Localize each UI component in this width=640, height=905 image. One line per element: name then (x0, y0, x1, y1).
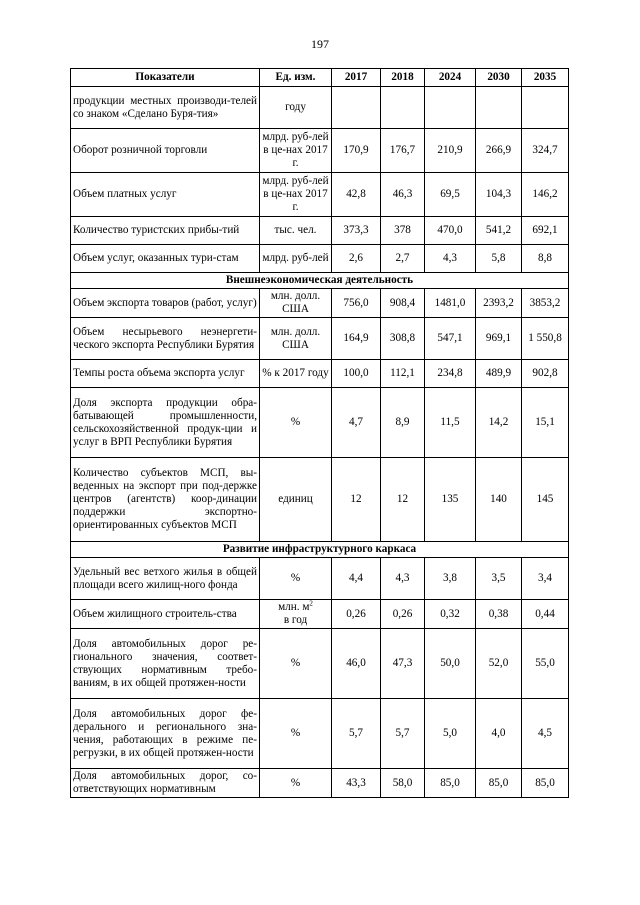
indicator-cell: Объем жилищного строитель-ства (71, 600, 260, 629)
table-row (71, 245, 569, 273)
value-cell-2017: 164,9 (332, 318, 381, 360)
header-year-2017: 2017 (332, 69, 381, 87)
unit-cell (260, 87, 332, 129)
value-cell-2030: 14,2 (476, 388, 522, 458)
table-row (71, 360, 569, 388)
indicator-cell: Доля автомобильных дорог, со-ответствующих нормативным (71, 769, 260, 798)
value-cell-2024: 5,0 (425, 699, 476, 769)
value-cell-2018: 0,26 (381, 600, 425, 629)
indicator-cell: Объем услуг, оказанных тури-стам (71, 245, 260, 273)
value-cell-2024: 135 (425, 458, 476, 542)
unit-text: % (290, 416, 301, 428)
value-cell-2035: 145 (522, 458, 569, 542)
unit-text: году (285, 101, 306, 113)
header-year-2018: 2018 (381, 69, 425, 87)
unit-cell (260, 629, 332, 699)
value-cell-2035 (522, 87, 569, 129)
value-cell-2035: 902,8 (522, 360, 569, 388)
indicator-cell: Объем несырьевого неэнергети-ческого экспорта Республики Бурятия (71, 318, 260, 360)
unit-cell (260, 699, 332, 769)
value-cell-2030: 2393,2 (476, 289, 522, 318)
unit-text: единиц (278, 493, 313, 505)
value-cell-2017: 4,7 (332, 388, 381, 458)
indicators-table (70, 68, 569, 798)
value-cell-2030: 0,38 (476, 600, 522, 629)
unit-text: % (290, 727, 301, 739)
indicator-cell: продукции местных производи-телей со знаком «Сделано Буря-тия» (71, 87, 260, 129)
value-cell-2030: 85,0 (476, 769, 522, 798)
value-cell-2024: 69,5 (425, 173, 476, 217)
header-indicator: Показатели (71, 69, 260, 87)
unit-cell (260, 289, 332, 318)
value-cell-2035: 8,8 (522, 245, 569, 273)
value-cell-2017: 2,6 (332, 245, 381, 273)
value-cell-2017: 43,3 (332, 769, 381, 798)
unit-text: млн. м (278, 601, 310, 613)
table-row (71, 129, 569, 173)
value-cell-2035: 55,0 (522, 629, 569, 699)
table-body (71, 87, 569, 798)
section-row (71, 542, 569, 558)
table-row (71, 558, 569, 600)
unit-cell (260, 129, 332, 173)
value-cell-2018: 176,7 (381, 129, 425, 173)
value-cell-2017: 5,7 (332, 699, 381, 769)
unit-cell (260, 600, 332, 629)
value-cell-2035: 3,4 (522, 558, 569, 600)
value-cell-2035: 85,0 (522, 769, 569, 798)
indicator-cell: Количество туристских прибы-тий (71, 217, 260, 245)
table-row (71, 600, 569, 629)
unit-cell (260, 458, 332, 542)
indicator-cell: Доля автомобильных дорог ре-гионального значения, соответ-ствующих нормативным требо-ваниям, в их общей протяжен-ности (71, 629, 260, 699)
value-cell-2030: 266,9 (476, 129, 522, 173)
value-cell-2035: 146,2 (522, 173, 569, 217)
unit-text: млн. долл. США (270, 325, 321, 351)
unit-text: % (290, 776, 301, 789)
value-cell-2035: 692,1 (522, 217, 569, 245)
table-row (71, 289, 569, 318)
unit-superscript: 2 (309, 599, 313, 608)
value-cell-2017: 170,9 (332, 129, 381, 173)
value-cell-2018: 378 (381, 217, 425, 245)
value-cell-2024: 234,8 (425, 360, 476, 388)
unit-text-line2: в год (283, 614, 308, 626)
value-cell-2030: 104,3 (476, 173, 522, 217)
value-cell-2017: 756,0 (332, 289, 381, 318)
unit-text: % к 2017 году (262, 367, 329, 379)
value-cell-2024: 210,9 (425, 129, 476, 173)
section-title: Развитие инфраструктурного каркаса (71, 542, 569, 558)
value-cell-2035: 15,1 (522, 388, 569, 458)
table-row (71, 629, 569, 699)
value-cell-2030: 541,2 (476, 217, 522, 245)
unit-text: % (290, 657, 301, 669)
section-title: Внешнеэкономическая деятельность (71, 273, 569, 289)
value-cell-2024: 470,0 (425, 217, 476, 245)
unit-cell (260, 360, 332, 388)
value-cell-2018: 46,3 (381, 173, 425, 217)
value-cell-2017 (332, 87, 381, 129)
table-row (71, 699, 569, 769)
unit-cell (260, 173, 332, 217)
value-cell-2024: 1481,0 (425, 289, 476, 318)
page-number: 197 (311, 37, 329, 51)
value-cell-2024: 4,3 (425, 245, 476, 273)
value-cell-2035: 4,5 (522, 699, 569, 769)
unit-cell (260, 318, 332, 360)
table-row (71, 388, 569, 458)
value-cell-2018: 4,3 (381, 558, 425, 600)
value-cell-2035: 324,7 (522, 129, 569, 173)
value-cell-2024 (425, 87, 476, 129)
value-cell-2017: 373,3 (332, 217, 381, 245)
table-row (71, 173, 569, 217)
value-cell-2030: 140 (476, 458, 522, 542)
value-cell-2018: 58,0 (381, 769, 425, 798)
table-row (71, 458, 569, 542)
unit-text: млн. долл. США (270, 290, 321, 315)
value-cell-2024: 50,0 (425, 629, 476, 699)
indicator-cell: Доля автомобильных дорог фе-дерального и регионального зна-чения, работающих в режиме пе-регрузки, в их общей протяжен-ности (71, 699, 260, 769)
value-cell-2030: 969,1 (476, 318, 522, 360)
header-unit: Ед. изм. (260, 69, 332, 87)
value-cell-2030: 4,0 (476, 699, 522, 769)
table-row (71, 318, 569, 360)
indicator-cell: Количество субъектов МСП, вы-веденных на экспорт при под-держке центров (агентств) коор-динации поддержки экспортно-ориентированных субъектов МСП (71, 458, 260, 542)
value-cell-2024: 85,0 (425, 769, 476, 798)
value-cell-2018 (381, 87, 425, 129)
unit-text: млрд. руб-лей в це-нах 2017 г. (262, 175, 329, 213)
value-cell-2030: 5,8 (476, 245, 522, 273)
value-cell-2017: 4,4 (332, 558, 381, 600)
value-cell-2018: 308,8 (381, 318, 425, 360)
header-year-2024: 2024 (425, 69, 476, 87)
section-row (71, 273, 569, 289)
indicator-cell: Объем платных услуг (71, 173, 260, 217)
value-cell-2018: 47,3 (381, 629, 425, 699)
value-cell-2035: 3853,2 (522, 289, 569, 318)
unit-cell (260, 245, 332, 273)
table-row (71, 769, 569, 798)
indicator-cell: Объем экспорта товаров (работ, услуг) (71, 289, 260, 318)
indicator-cell: Оборот розничной торговли (71, 129, 260, 173)
value-cell-2024: 547,1 (425, 318, 476, 360)
value-cell-2018: 8,9 (381, 388, 425, 458)
value-cell-2030: 489,9 (476, 360, 522, 388)
unit-text: млрд. руб-лей в це-нах 2017 г. (262, 131, 329, 169)
header-year-2030: 2030 (476, 69, 522, 87)
value-cell-2030: 52,0 (476, 629, 522, 699)
value-cell-2018: 2,7 (381, 245, 425, 273)
indicator-cell: Удельный вес ветхого жилья в общей площади всего жилищ-ного фонда (71, 558, 260, 600)
value-cell-2024: 11,5 (425, 388, 476, 458)
value-cell-2017: 46,0 (332, 629, 381, 699)
value-cell-2017: 12 (332, 458, 381, 542)
value-cell-2035: 1 550,8 (522, 318, 569, 360)
value-cell-2017: 100,0 (332, 360, 381, 388)
unit-cell (260, 558, 332, 600)
unit-cell (260, 769, 332, 798)
value-cell-2018: 12 (381, 458, 425, 542)
value-cell-2035: 0,44 (522, 600, 569, 629)
value-cell-2024: 0,32 (425, 600, 476, 629)
unit-text: тыс. чел. (274, 224, 317, 236)
indicator-cell: Темпы роста объема экспорта услуг (71, 360, 260, 388)
unit-cell (260, 217, 332, 245)
table-row (71, 217, 569, 245)
value-cell-2017: 42,8 (332, 173, 381, 217)
value-cell-2024: 3,8 (425, 558, 476, 600)
value-cell-2030: 3,5 (476, 558, 522, 600)
indicator-cell: Доля экспорта продукции обра-батывающей промышленности, сельскохозяйственной продук-ции и услуг в ВРП Республики Бурятия (71, 388, 260, 458)
value-cell-2018: 112,1 (381, 360, 425, 388)
value-cell-2030 (476, 87, 522, 129)
table-row (71, 87, 569, 129)
value-cell-2018: 908,4 (381, 289, 425, 318)
header-year-2035: 2035 (522, 69, 569, 87)
table-header-row (71, 69, 569, 87)
unit-text: млрд. руб-лей (262, 252, 329, 264)
unit-text: % (290, 572, 301, 584)
value-cell-2018: 5,7 (381, 699, 425, 769)
value-cell-2017: 0,26 (332, 600, 381, 629)
unit-cell (260, 388, 332, 458)
